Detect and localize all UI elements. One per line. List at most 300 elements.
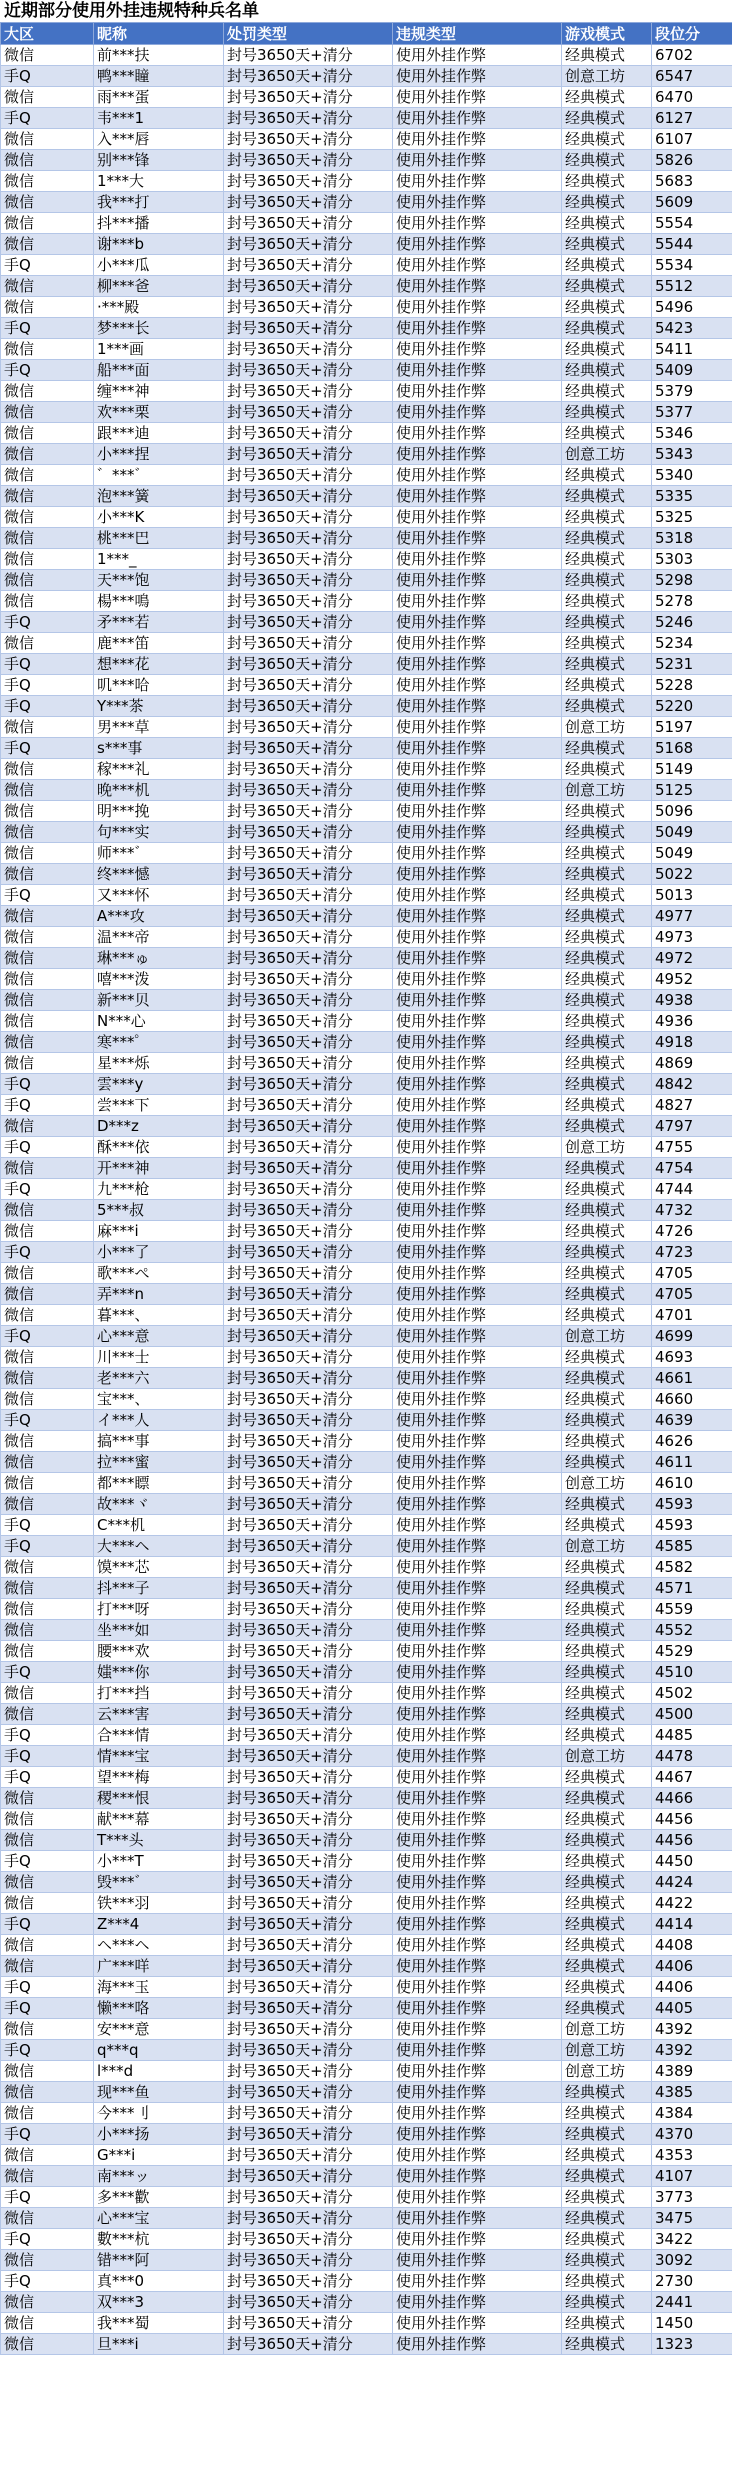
cell-region: 微信 xyxy=(1,402,94,423)
cell-penalty-type: 封号3650天+清分 xyxy=(224,1767,393,1788)
cell-violation-type: 使用外挂作弊 xyxy=(393,2166,562,2187)
cell-violation-type: 使用外挂作弊 xyxy=(393,717,562,738)
cell-penalty-type: 封号3650天+清分 xyxy=(224,1641,393,1662)
cell-penalty-type: 封号3650天+清分 xyxy=(224,1620,393,1641)
cell-nickname: 安***意 xyxy=(94,2019,224,2040)
cell-rank-score: 4938 xyxy=(652,990,732,1011)
table-row xyxy=(1,108,732,129)
cell-region: 手Q xyxy=(1,1410,94,1431)
table-row xyxy=(1,633,732,654)
cell-region: 微信 xyxy=(1,171,94,192)
cell-game-mode: 经典模式 xyxy=(562,1683,652,1704)
table-row xyxy=(1,339,732,360)
cell-region: 手Q xyxy=(1,2229,94,2250)
cell-violation-type: 使用外挂作弊 xyxy=(393,255,562,276)
cell-penalty-type: 封号3650天+清分 xyxy=(224,1305,393,1326)
cell-rank-score: 4456 xyxy=(652,1809,732,1830)
table-row xyxy=(1,1893,732,1914)
cell-rank-score: 5343 xyxy=(652,444,732,465)
cell-violation-type: 使用外挂作弊 xyxy=(393,1053,562,1074)
cell-nickname: l***d xyxy=(94,2061,224,2082)
cell-rank-score: 4705 xyxy=(652,1284,732,1305)
cell-nickname: 句***实 xyxy=(94,822,224,843)
cell-region: 微信 xyxy=(1,1620,94,1641)
cell-penalty-type: 封号3650天+清分 xyxy=(224,1011,393,1032)
cell-region: 微信 xyxy=(1,1704,94,1725)
table-row xyxy=(1,1326,732,1347)
cell-game-mode: 创意工坊 xyxy=(562,444,652,465)
table-row xyxy=(1,2061,732,2082)
table-row xyxy=(1,1851,732,1872)
cell-penalty-type: 封号3650天+清分 xyxy=(224,150,393,171)
cell-game-mode: 创意工坊 xyxy=(562,2061,652,2082)
cell-rank-score: 4450 xyxy=(652,1851,732,1872)
cell-violation-type: 使用外挂作弊 xyxy=(393,2187,562,2208)
cell-region: 手Q xyxy=(1,1851,94,1872)
cell-nickname: 懒***咯 xyxy=(94,1998,224,2019)
cell-rank-score: 3422 xyxy=(652,2229,732,2250)
cell-penalty-type: 封号3650天+清分 xyxy=(224,885,393,906)
cell-rank-score: 4744 xyxy=(652,1179,732,1200)
table-row xyxy=(1,738,732,759)
cell-violation-type: 使用外挂作弊 xyxy=(393,2019,562,2040)
cell-region: 微信 xyxy=(1,1788,94,1809)
cell-rank-score: 1323 xyxy=(652,2334,732,2355)
cell-game-mode: 经典模式 xyxy=(562,1284,652,1305)
cell-nickname: 馍***芯 xyxy=(94,1557,224,1578)
cell-nickname: 弄***n xyxy=(94,1284,224,1305)
cell-nickname: 跟***迪 xyxy=(94,423,224,444)
cell-penalty-type: 封号3650天+清分 xyxy=(224,381,393,402)
cell-violation-type: 使用外挂作弊 xyxy=(393,633,562,654)
cell-violation-type: 使用外挂作弊 xyxy=(393,1578,562,1599)
cell-penalty-type: 封号3650天+清分 xyxy=(224,2334,393,2355)
cell-nickname: ヘ***ヘ xyxy=(94,1935,224,1956)
cell-game-mode: 经典模式 xyxy=(562,2229,652,2250)
header-nickname: 昵称 xyxy=(94,23,224,45)
cell-penalty-type: 封号3650天+清分 xyxy=(224,213,393,234)
cell-game-mode: 经典模式 xyxy=(562,129,652,150)
cell-nickname: 酥***依 xyxy=(94,1137,224,1158)
cell-rank-score: 5228 xyxy=(652,675,732,696)
cell-region: 微信 xyxy=(1,2250,94,2271)
cell-region: 微信 xyxy=(1,1578,94,1599)
table-row xyxy=(1,2145,732,2166)
header-violation-type: 违规类型 xyxy=(393,23,562,45)
cell-violation-type: 使用外挂作弊 xyxy=(393,1872,562,1893)
cell-rank-score: 4661 xyxy=(652,1368,732,1389)
cell-region: 微信 xyxy=(1,864,94,885)
cell-violation-type: 使用外挂作弊 xyxy=(393,738,562,759)
cell-region: 手Q xyxy=(1,1536,94,1557)
table-row xyxy=(1,1221,732,1242)
table-row xyxy=(1,1725,732,1746)
cell-nickname: 星***烁 xyxy=(94,1053,224,1074)
cell-nickname: G***i xyxy=(94,2145,224,2166)
cell-nickname: 我***蜀 xyxy=(94,2313,224,2334)
header-row xyxy=(1,23,732,45)
cell-game-mode: 经典模式 xyxy=(562,507,652,528)
table-row xyxy=(1,1032,732,1053)
cell-game-mode: 经典模式 xyxy=(562,2271,652,2292)
table-row xyxy=(1,1599,732,1620)
cell-penalty-type: 封号3650天+清分 xyxy=(224,1368,393,1389)
cell-game-mode: 经典模式 xyxy=(562,633,652,654)
table-row xyxy=(1,843,732,864)
cell-rank-score: 5346 xyxy=(652,423,732,444)
cell-region: 微信 xyxy=(1,2334,94,2355)
cell-violation-type: 使用外挂作弊 xyxy=(393,1095,562,1116)
cell-violation-type: 使用外挂作弊 xyxy=(393,87,562,108)
cell-violation-type: 使用外挂作弊 xyxy=(393,66,562,87)
cell-rank-score: 4842 xyxy=(652,1074,732,1095)
cell-violation-type: 使用外挂作弊 xyxy=(393,1662,562,1683)
cell-game-mode: 经典模式 xyxy=(562,381,652,402)
cell-region: 微信 xyxy=(1,2103,94,2124)
cell-region: 微信 xyxy=(1,276,94,297)
cell-violation-type: 使用外挂作弊 xyxy=(393,1704,562,1725)
cell-nickname: 毁***゛ xyxy=(94,1872,224,1893)
cell-penalty-type: 封号3650天+清分 xyxy=(224,549,393,570)
cell-region: 手Q xyxy=(1,738,94,759)
cell-region: 微信 xyxy=(1,1809,94,1830)
cell-nickname: 望***梅 xyxy=(94,1767,224,1788)
cell-nickname: 小***瓜 xyxy=(94,255,224,276)
cell-penalty-type: 封号3650天+清分 xyxy=(224,1053,393,1074)
cell-nickname: 柳***爸 xyxy=(94,276,224,297)
cell-game-mode: 经典模式 xyxy=(562,402,652,423)
table-row xyxy=(1,2187,732,2208)
cell-penalty-type: 封号3650天+清分 xyxy=(224,1452,393,1473)
cell-nickname: Z***4 xyxy=(94,1914,224,1935)
table-row xyxy=(1,696,732,717)
cell-rank-score: 2730 xyxy=(652,2271,732,2292)
cell-violation-type: 使用外挂作弊 xyxy=(393,1137,562,1158)
cell-penalty-type: 封号3650天+清分 xyxy=(224,822,393,843)
cell-penalty-type: 封号3650天+清分 xyxy=(224,444,393,465)
table-row xyxy=(1,759,732,780)
cell-rank-score: 4827 xyxy=(652,1095,732,1116)
cell-violation-type: 使用外挂作弊 xyxy=(393,1116,562,1137)
cell-region: 手Q xyxy=(1,108,94,129)
cell-nickname: 欢***栗 xyxy=(94,402,224,423)
cell-game-mode: 经典模式 xyxy=(562,948,652,969)
cell-violation-type: 使用外挂作弊 xyxy=(393,822,562,843)
cell-violation-type: 使用外挂作弊 xyxy=(393,2313,562,2334)
cell-violation-type: 使用外挂作弊 xyxy=(393,1851,562,1872)
cell-nickname: 大***ヘ xyxy=(94,1536,224,1557)
cell-region: 手Q xyxy=(1,1662,94,1683)
cell-nickname: 故***ヾ xyxy=(94,1494,224,1515)
cell-game-mode: 经典模式 xyxy=(562,2250,652,2271)
cell-nickname: 别***锋 xyxy=(94,150,224,171)
cell-game-mode: 经典模式 xyxy=(562,1809,652,1830)
table-row xyxy=(1,1452,732,1473)
cell-game-mode: 经典模式 xyxy=(562,1221,652,1242)
cell-game-mode: 经典模式 xyxy=(562,1557,652,1578)
cell-nickname: 都***瞟 xyxy=(94,1473,224,1494)
cell-violation-type: 使用外挂作弊 xyxy=(393,507,562,528)
cell-region: 手Q xyxy=(1,1977,94,1998)
cell-region: 手Q xyxy=(1,696,94,717)
table-row xyxy=(1,1662,732,1683)
cell-rank-score: 5340 xyxy=(652,465,732,486)
table-row xyxy=(1,66,732,87)
cell-game-mode: 创意工坊 xyxy=(562,780,652,801)
cell-game-mode: 创意工坊 xyxy=(562,1137,652,1158)
cell-violation-type: 使用外挂作弊 xyxy=(393,45,562,66)
cell-penalty-type: 封号3650天+清分 xyxy=(224,1914,393,1935)
table-row xyxy=(1,2040,732,2061)
table-row xyxy=(1,549,732,570)
cell-violation-type: 使用外挂作弊 xyxy=(393,1725,562,1746)
cell-rank-score: 4406 xyxy=(652,1956,732,1977)
cell-game-mode: 经典模式 xyxy=(562,2082,652,2103)
cell-violation-type: 使用外挂作弊 xyxy=(393,1179,562,1200)
cell-region: 手Q xyxy=(1,1914,94,1935)
table-row xyxy=(1,2124,732,2145)
cell-violation-type: 使用外挂作弊 xyxy=(393,1998,562,2019)
cell-penalty-type: 封号3650天+清分 xyxy=(224,906,393,927)
cell-region: 手Q xyxy=(1,360,94,381)
cell-rank-score: 5278 xyxy=(652,591,732,612)
cell-game-mode: 经典模式 xyxy=(562,1851,652,1872)
cell-penalty-type: 封号3650天+清分 xyxy=(224,1494,393,1515)
table-row xyxy=(1,591,732,612)
cell-rank-score: 5049 xyxy=(652,843,732,864)
cell-violation-type: 使用外挂作弊 xyxy=(393,2271,562,2292)
cell-game-mode: 经典模式 xyxy=(562,591,652,612)
cell-rank-score: 5096 xyxy=(652,801,732,822)
cell-rank-score: 4582 xyxy=(652,1557,732,1578)
cell-violation-type: 使用外挂作弊 xyxy=(393,843,562,864)
table-row xyxy=(1,885,732,906)
cell-penalty-type: 封号3650天+清分 xyxy=(224,2082,393,2103)
cell-region: 微信 xyxy=(1,801,94,822)
cell-rank-score: 4414 xyxy=(652,1914,732,1935)
table-row xyxy=(1,402,732,423)
cell-nickname: 温***帝 xyxy=(94,927,224,948)
cell-region: 微信 xyxy=(1,2292,94,2313)
cell-nickname: 海***玉 xyxy=(94,1977,224,1998)
cell-penalty-type: 封号3650天+清分 xyxy=(224,1137,393,1158)
table-row xyxy=(1,2229,732,2250)
cell-nickname: T***头 xyxy=(94,1830,224,1851)
cell-violation-type: 使用外挂作弊 xyxy=(393,129,562,150)
cell-violation-type: 使用外挂作弊 xyxy=(393,234,562,255)
cell-game-mode: 经典模式 xyxy=(562,738,652,759)
cell-penalty-type: 封号3650天+清分 xyxy=(224,591,393,612)
cell-region: 手Q xyxy=(1,1767,94,1788)
table-row xyxy=(1,444,732,465)
cell-nickname: 梦***长 xyxy=(94,318,224,339)
cell-nickname: 男***草 xyxy=(94,717,224,738)
cell-rank-score: 4571 xyxy=(652,1578,732,1599)
cell-violation-type: 使用外挂作弊 xyxy=(393,1977,562,1998)
cell-rank-score: 4510 xyxy=(652,1662,732,1683)
table-row xyxy=(1,507,732,528)
table-row xyxy=(1,801,732,822)
cell-violation-type: 使用外挂作弊 xyxy=(393,780,562,801)
cell-nickname: q***q xyxy=(94,2040,224,2061)
table-row xyxy=(1,465,732,486)
cell-game-mode: 经典模式 xyxy=(562,1914,652,1935)
cell-region: 微信 xyxy=(1,1473,94,1494)
cell-penalty-type: 封号3650天+清分 xyxy=(224,1788,393,1809)
table-row xyxy=(1,2313,732,2334)
cell-region: 手Q xyxy=(1,66,94,87)
cell-region: 微信 xyxy=(1,1116,94,1137)
cell-rank-score: 4552 xyxy=(652,1620,732,1641)
cell-nickname: 缠***神 xyxy=(94,381,224,402)
cell-game-mode: 经典模式 xyxy=(562,1410,652,1431)
table-row xyxy=(1,1074,732,1095)
cell-nickname: 抖***子 xyxy=(94,1578,224,1599)
cell-violation-type: 使用外挂作弊 xyxy=(393,927,562,948)
table-row xyxy=(1,150,732,171)
cell-nickname: N***心 xyxy=(94,1011,224,1032)
table-row xyxy=(1,129,732,150)
cell-violation-type: 使用外挂作弊 xyxy=(393,423,562,444)
cell-region: 微信 xyxy=(1,1368,94,1389)
cell-penalty-type: 封号3650天+清分 xyxy=(224,234,393,255)
cell-rank-score: 5683 xyxy=(652,171,732,192)
cell-rank-score: 5022 xyxy=(652,864,732,885)
cell-rank-score: 4952 xyxy=(652,969,732,990)
cell-game-mode: 经典模式 xyxy=(562,1830,652,1851)
cell-game-mode: 创意工坊 xyxy=(562,1746,652,1767)
cell-nickname: 媸***你 xyxy=(94,1662,224,1683)
cell-game-mode: 经典模式 xyxy=(562,2292,652,2313)
cell-region: 手Q xyxy=(1,1998,94,2019)
cell-game-mode: 经典模式 xyxy=(562,1179,652,1200)
cell-game-mode: 创意工坊 xyxy=(562,1536,652,1557)
table-row xyxy=(1,2208,732,2229)
cell-nickname: 稷***恨 xyxy=(94,1788,224,1809)
cell-nickname: 雨***蛋 xyxy=(94,87,224,108)
cell-region: 微信 xyxy=(1,1263,94,1284)
cell-game-mode: 经典模式 xyxy=(562,297,652,318)
table-row xyxy=(1,1641,732,1662)
table-row xyxy=(1,381,732,402)
cell-game-mode: 经典模式 xyxy=(562,675,652,696)
cell-violation-type: 使用外挂作弊 xyxy=(393,2124,562,2145)
cell-region: 微信 xyxy=(1,465,94,486)
cell-violation-type: 使用外挂作弊 xyxy=(393,549,562,570)
cell-game-mode: 经典模式 xyxy=(562,108,652,129)
cell-region: 手Q xyxy=(1,2124,94,2145)
cell-penalty-type: 封号3650天+清分 xyxy=(224,1725,393,1746)
cell-violation-type: 使用外挂作弊 xyxy=(393,444,562,465)
cell-rank-score: 5377 xyxy=(652,402,732,423)
cell-penalty-type: 封号3650天+清分 xyxy=(224,465,393,486)
cell-penalty-type: 封号3650天+清分 xyxy=(224,1704,393,1725)
table-row xyxy=(1,1620,732,1641)
cell-game-mode: 创意工坊 xyxy=(562,2019,652,2040)
cell-game-mode: 经典模式 xyxy=(562,1389,652,1410)
table-row xyxy=(1,1242,732,1263)
cell-penalty-type: 封号3650天+清分 xyxy=(224,2292,393,2313)
cell-game-mode: 经典模式 xyxy=(562,1368,652,1389)
cell-rank-score: 4405 xyxy=(652,1998,732,2019)
cell-region: 微信 xyxy=(1,486,94,507)
cell-violation-type: 使用外挂作弊 xyxy=(393,1767,562,1788)
cell-region: 手Q xyxy=(1,885,94,906)
table-row xyxy=(1,255,732,276)
cell-penalty-type: 封号3650天+清分 xyxy=(224,2250,393,2271)
table-row xyxy=(1,276,732,297)
cell-penalty-type: 封号3650天+清分 xyxy=(224,1221,393,1242)
cell-violation-type: 使用外挂作弊 xyxy=(393,1557,562,1578)
cell-penalty-type: 封号3650天+清分 xyxy=(224,1851,393,1872)
cell-nickname: D***z xyxy=(94,1116,224,1137)
table-row xyxy=(1,2166,732,2187)
cell-nickname: 又***怀 xyxy=(94,885,224,906)
cell-violation-type: 使用外挂作弊 xyxy=(393,2103,562,2124)
cell-violation-type: 使用外挂作弊 xyxy=(393,1284,562,1305)
cell-nickname: 楊***鳴 xyxy=(94,591,224,612)
cell-region: 微信 xyxy=(1,1221,94,1242)
cell-violation-type: 使用外挂作弊 xyxy=(393,213,562,234)
cell-region: 微信 xyxy=(1,843,94,864)
cell-violation-type: 使用外挂作弊 xyxy=(393,1011,562,1032)
cell-penalty-type: 封号3650天+清分 xyxy=(224,1830,393,1851)
cell-violation-type: 使用外挂作弊 xyxy=(393,1368,562,1389)
table-row xyxy=(1,1368,732,1389)
table-row xyxy=(1,1767,732,1788)
cell-region: 微信 xyxy=(1,1431,94,1452)
cell-game-mode: 经典模式 xyxy=(562,1767,652,1788)
cell-nickname: 九***枪 xyxy=(94,1179,224,1200)
cell-rank-score: 4406 xyxy=(652,1977,732,1998)
cell-region: 手Q xyxy=(1,1095,94,1116)
cell-penalty-type: 封号3650天+清分 xyxy=(224,1956,393,1977)
cell-game-mode: 经典模式 xyxy=(562,2166,652,2187)
cell-rank-score: 4732 xyxy=(652,1200,732,1221)
cell-rank-score: 4422 xyxy=(652,1893,732,1914)
table-row xyxy=(1,1998,732,2019)
cell-violation-type: 使用外挂作弊 xyxy=(393,171,562,192)
table-row xyxy=(1,45,732,66)
cell-violation-type: 使用外挂作弊 xyxy=(393,864,562,885)
cell-game-mode: 经典模式 xyxy=(562,1662,652,1683)
cell-region: 微信 xyxy=(1,213,94,234)
cell-region: 手Q xyxy=(1,1746,94,1767)
cell-rank-score: 4478 xyxy=(652,1746,732,1767)
cell-region: 手Q xyxy=(1,255,94,276)
cell-rank-score: 4797 xyxy=(652,1116,732,1137)
cell-game-mode: 经典模式 xyxy=(562,1116,652,1137)
cell-game-mode: 经典模式 xyxy=(562,549,652,570)
table-row xyxy=(1,1347,732,1368)
cell-game-mode: 经典模式 xyxy=(562,192,652,213)
cell-rank-score: 5125 xyxy=(652,780,732,801)
cell-rank-score: 4705 xyxy=(652,1263,732,1284)
cell-nickname: 我***打 xyxy=(94,192,224,213)
cell-nickname: 小***了 xyxy=(94,1242,224,1263)
cell-violation-type: 使用外挂作弊 xyxy=(393,2250,562,2271)
table-row xyxy=(1,864,732,885)
cell-nickname: 抖***播 xyxy=(94,213,224,234)
table-row xyxy=(1,1053,732,1074)
cell-rank-score: 5379 xyxy=(652,381,732,402)
cell-region: 微信 xyxy=(1,1011,94,1032)
cell-penalty-type: 封号3650天+清分 xyxy=(224,1347,393,1368)
cell-violation-type: 使用外挂作弊 xyxy=(393,1809,562,1830)
cell-nickname: 鸭***瞳 xyxy=(94,66,224,87)
cell-region: 微信 xyxy=(1,1599,94,1620)
table-row xyxy=(1,1011,732,1032)
